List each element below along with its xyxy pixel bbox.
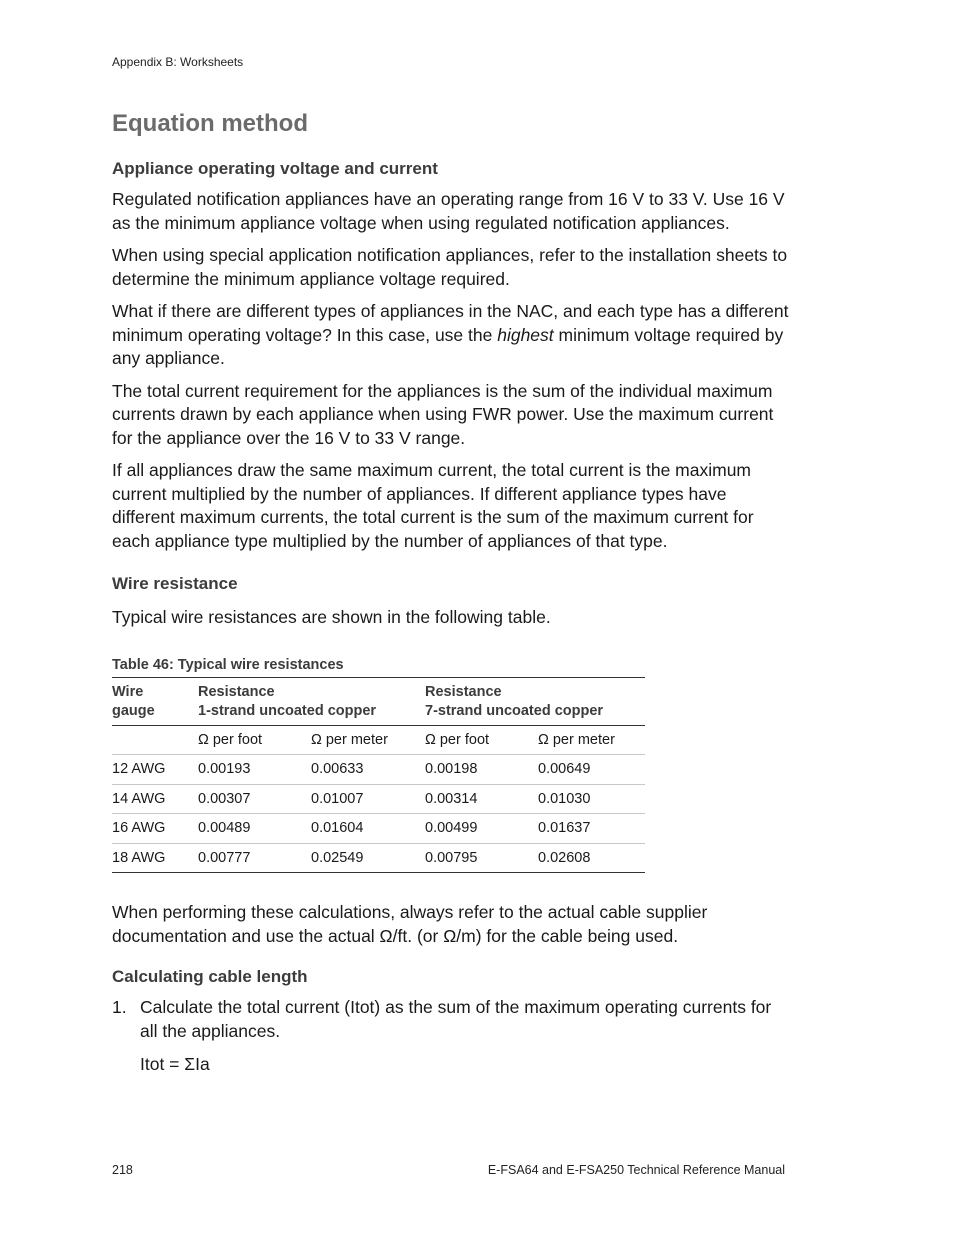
- page-number: 218: [112, 1163, 133, 1177]
- subheader-ohm-per-foot-7: Ω per foot: [425, 731, 490, 748]
- formula-itot: Itot = ΣIa: [140, 1054, 210, 1074]
- cell-value: 0.00633: [311, 761, 364, 778]
- page-title: Equation method: [112, 110, 308, 137]
- cell-value: 0.01030: [538, 790, 591, 807]
- cell-gauge: 18 AWG: [112, 849, 166, 866]
- subheader-ohm-per-foot-1: Ω per foot: [198, 731, 263, 748]
- paragraph-different-types: [112, 300, 792, 371]
- cell-value: 0.00489: [198, 820, 251, 837]
- cell-gauge: 14 AWG: [112, 790, 166, 807]
- wire-resistance-table: [112, 677, 645, 874]
- subheader-ohm-per-meter-7: Ω per meter: [538, 731, 615, 748]
- table-header-row: [112, 677, 645, 725]
- cell-value: 0.01604: [311, 820, 364, 837]
- table-subheader-row: [112, 725, 645, 755]
- paragraph-special-application: When using special application notification appliances, refer to the installation sheets to determine the minimum appliance voltage required.: [112, 245, 788, 289]
- header-1-strand-line2: 1-strand uncoated copper: [198, 702, 377, 719]
- table-row: [112, 814, 645, 844]
- section-heading-appliance-voltage: Appliance operating voltage and current: [112, 159, 438, 178]
- table-caption: Table 46: Typical wire resistances: [112, 656, 344, 673]
- table-cell: [112, 725, 198, 755]
- header-7-strand-line2: 7-strand uncoated copper: [425, 702, 604, 719]
- emphasis-highest: highest: [497, 324, 554, 345]
- cell-value: 0.00795: [425, 849, 478, 866]
- table-row: [112, 843, 645, 873]
- section-heading-wire-resistance: Wire resistance: [112, 574, 238, 593]
- step-number: 1.: [112, 997, 127, 1017]
- list-item: [112, 996, 792, 1043]
- section-heading-cable-length: Calculating cable length: [112, 967, 308, 986]
- header-7-strand: [425, 677, 645, 725]
- paragraph-different-types-after: minimum voltage required by any appliance.: [112, 324, 784, 368]
- cell-value: 0.02549: [311, 849, 364, 866]
- table-row: [112, 784, 645, 814]
- manual-title: E-FSA64 and E-FSA250 Technical Reference Manual: [487, 1163, 785, 1177]
- header-wire-gauge-line1: Wire: [112, 683, 144, 700]
- cell-value: 0.00198: [425, 761, 478, 778]
- cell-value: 0.00193: [198, 761, 251, 778]
- cell-gauge: 16 AWG: [112, 820, 166, 837]
- paragraph-total-current: The total current requirement for the appliances is the sum of the individual maximum currents drawn by each appliance when using FWR power. Use the maximum current for the appliance over the 16 V to 33 V range.: [112, 380, 774, 448]
- cell-value: 0.00777: [198, 849, 251, 866]
- table-row: [112, 755, 645, 785]
- header-wire-gauge-line2: gauge: [112, 702, 155, 719]
- header-1-strand-line1: Resistance: [198, 683, 275, 700]
- main-content: [112, 158, 792, 1077]
- subheader-ohm-per-meter-1: Ω per meter: [311, 731, 388, 748]
- paragraph-regulated: Regulated notification appliances have an operating range from 16 V to 33 V. Use 16 V as the minimum appliance voltage when using regulated notification appliances.: [112, 189, 785, 233]
- cell-value: 0.00307: [198, 790, 251, 807]
- header-wire-gauge: [112, 677, 198, 725]
- paragraph-wire-intro: Typical wire resistances are shown in the following table.: [112, 607, 551, 627]
- cell-value: 0.00649: [538, 761, 591, 778]
- cell-value: 0.01637: [538, 820, 591, 837]
- cell-value: 0.02608: [538, 849, 591, 866]
- cell-gauge: 12 AWG: [112, 761, 166, 778]
- header-1-strand: [198, 677, 425, 725]
- paragraph-same-maximum: If all appliances draw the same maximum current, the total current is the maximum current multiplied by the number of appliances. If different appliance types have different maximum currents, the total current is the sum of the maximum current for each appliance type multiplied by the number of appliances of that type.: [112, 460, 754, 551]
- paragraph-supplier-note: When performing these calculations, always refer to the actual cable supplier documentation and use the actual Ω/ft. (or Ω/m) for the cable being used.: [112, 902, 708, 946]
- paragraph-different-types-before: What if there are different types of appliances in the NAC, and each type has a different minimum operating voltage? In this case, use the: [112, 301, 789, 345]
- cell-value: 0.01007: [311, 790, 364, 807]
- running-header: Appendix B: Worksheets: [112, 55, 244, 69]
- step-text: Calculate the total current (Itot) as the sum of the maximum operating currents for all the appliances.: [140, 997, 772, 1041]
- cell-value: 0.00314: [425, 790, 478, 807]
- cell-value: 0.00499: [425, 820, 478, 837]
- header-7-strand-line1: Resistance: [425, 683, 502, 700]
